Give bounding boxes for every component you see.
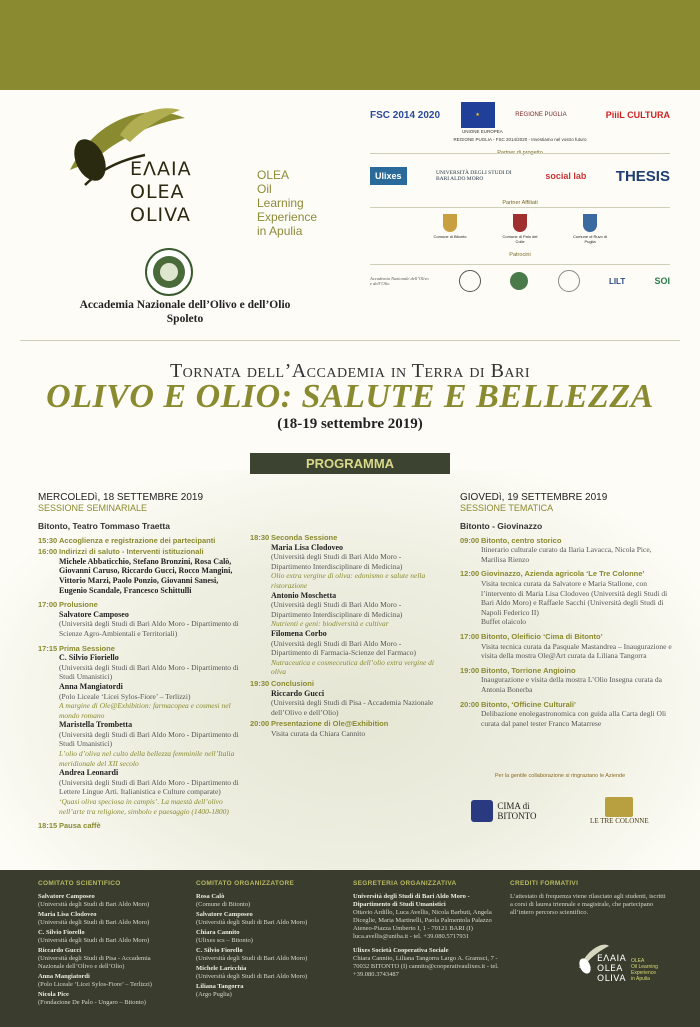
day2-date: GIOVEDì, 19 SETTEMBRE 2019 [460,492,608,503]
day1-session: SESSIONE SEMINARIALE [38,503,148,513]
day1-column [38,492,243,831]
divider [370,153,670,154]
programma-banner: PROGRAMMA [250,453,450,474]
schedule-row: 16:00 Indirizzi di saluto - Interventi istituzionali Michele Abbaticchio, Stefano Bronzini, Rosa Calò, Giovanni Caruso, Riccardo Gucci, Rocco Mangini, Vittorio Marzi, Paolo Ponzio, Giovanni Sanesi, Eugenio Scandale, Francesco Schittulli [38,547,233,595]
collab-title: Per la gentile collaborazione si ringraziano le Aziende [494,773,626,779]
affiliates-logos [370,214,670,244]
schedule-row: 17:00 Prolusione Salvatore Camposeo (Università degli Studi di Bari Aldo Moro - Dipartimento di Scienze Agro-Ambientali e Territoriali) [38,600,239,638]
schedule-row: 15:30 Accoglienza e registrazione dei partecipanti [38,535,216,545]
schedule-row: 17:15 Prima Sessione C. Silvio Fioriello (Università degli Studi di Bari Aldo Moro - Dipartimento di Studi Umanistici) Anna Mangiatordi (Polo Liceale ‘Licei Sylos-Fiore’ – Terlizzi) A margine di Ole@Exhibition: farmacopea e cosmesi nel mondo romano Maristella Trombetta (Università degli Studi di Bari Aldo Moro - Dipartimento di Studi Umanistici) L’olio d’oliva nel culto della bellezza femminile nell’Italia meridionale del XII secolo Andrea Leonardi (Università degli Studi di Bari Aldo Moro - Dipartimento di Lettere Lingue Arti. Italianistica e Culture comparate) ‘Quasi oliva speciosa in campis’. La maestà dell’olivo nell’arte tra religione, simbolo e paesaggio (1400-1800) [38,643,239,816]
partners-panel [370,95,670,296]
green-seal-icon [510,272,528,290]
schedule-row: 17:00 Bitonto, Oleificio ‘Cima di Bitonto’ Visita tecnica curata da Pasquale Mastandrea – Inaugurazione e visita della mostra Ole@Art curata da Liliana Tangorra [460,631,672,661]
social-lab-logo: social lab [545,171,587,181]
affiliates-title: Partner Affiliati [502,200,538,206]
schedule-row: 20:00 Bitonto, ‘Officine Culturali’ Delibazione enolegastronomica con guida alla Carta degli Oli curata dal panel tester Franco Matarrese [460,699,667,728]
day1-place: Bitonto, Teatro Tommaso Traetta [38,521,170,531]
comune-palo-logo: Comune di Palo del Colle [500,214,540,244]
divider [370,264,670,265]
logo-latin: OLEA [130,181,185,203]
organizing-secretariat: SEGRETERIA ORGANIZZATIVA Università degli Studi di Bari Aldo Moro - Dipartimento di Studi Umanistici Ottavio Ardillo, Luca Avellis, Nicola Barbuti, Angela Diceglie, Maria Martinelli, Paola Palmentola Palazzo Ateneo-Piazza Umberto I, 1 - 70121 BARI (I) luca.avellis@uniba.it - tel. +39.080.5717931 Ulixes Società Cooperativa Sociale Chiara Cannito, Liliana Tangorra Largo A. Gramsci, 7 - 70032 BITONTO (I) cannito@cooperativaulixes.it - tel. +39.080.3743487 [353,880,499,978]
logo-subtitle: OLEA Oil Learning Experience in Apulia [257,168,318,238]
logo-wordmark [130,158,192,227]
project-partners-logos [370,156,670,196]
patrons-title: Patrocini [509,252,531,258]
tre-colonne-logo: LE TRE COLONNE [590,797,649,825]
schedule-row: 19:30 Conclusioni Riccardo Gucci (Università degli Studi di Pisa - Accademia Nazionale dell’Olivo e dell’Olio) [250,678,434,717]
day1-date: MERCOLEDì, 18 SETTEMBRE 2019 [38,492,204,503]
schedule-row: 12:00 Giovinazzo, Azienda agricola ‘Le Tre Colonne’ Visita tecnica curata da Salvatore e Maria Stallone, con l’intervento di Maria Lisa Clodoveo (Università degli Studi di Bari Aldo Moro) e Raffaele Sacchi (Università degli Studi di Napoli Federico II) Buffet olaicolo [460,569,668,627]
thesis-logo: THESIS [615,167,670,185]
regione-puglia-logo: REGIONE PUGLIA [515,112,567,118]
divider [370,207,670,208]
uniba-logo: UNIVERSITÀ DEGLI STUDI DI BARI ALDO MORO [435,170,512,182]
logo-greek: ΕΛΑΙΑ [130,158,192,180]
divider [20,340,680,341]
organizing-committee: COMITATO ORGANIZZATORE Rosa Calò (Comune di Bitonto) Salvatore Camposeo (Università degli Studi di Bari Aldo Moro) Chiara Cannito (Ulixes scs – Bitonto) C. Silvio Fiorello (Università degli Studi di Bari Aldo Moro) Michele Laricchia (Università degli Studi di Bari Aldo Moro) Liliana Tangorra (Argo Puglia) [196,880,308,998]
ulixes-logo: Ulixes [370,167,407,185]
academia-name: Accademia Nazionale dell’Olivo e dell’Olio Spoleto [79,299,291,325]
top-banner [0,0,700,90]
cima-bitonto-logo: CIMA di BITONTO [471,800,547,822]
eu-caption: UNIONE EUROPEA [462,129,503,134]
day2-place: Bitonto - Giovinazzo [460,521,543,531]
region-caption: REGIONE PUGLIA - FSC 2014/2020 - Investiamo nel vostro futuro [453,137,587,142]
round-seal-icon [558,270,580,292]
day1b-column [250,531,440,738]
scientific-committee: COMITATO SCIENTIFICO Salvatore Camposeo (Università degli Studi di Bari Aldo Moro) Maria Lisa Clodoveo (Università degli Studi di Bari Aldo Moro) C. Silvio Fiorello (Università degli Studi di Bari Aldo Moro) Riccardo Gucci (Università degli Studi di Pisa - Accademia Nazionale dell’Olivo e dell’Olio) Anna Mangiatordi (Polo Liceale ‘Licei Sylos-Fiore’ – Terlizzi) Nicola Pice (Fondazione De Palo - Ungaro – Bitonto) [38,880,152,1006]
collaboration-section [450,773,670,825]
comune-bitonto-logo: Comune di Bitonto [430,214,470,244]
eu-flag-icon: ★ [461,102,495,128]
training-credits: CREDITI FORMATIVI L’attestato di frequenza viene rilasciato agli studenti, iscritti a corsi di laurea triennale e magistrale, che partecipano all’intero percorso scientifico. [510,880,666,916]
seal-patron-icon [459,270,481,292]
day2-column [460,492,675,728]
schedule-row: 18:30 Seconda Sessione Maria Lisa Clodoveo (Università degli Studi di Bari Aldo Moro - Dipartimento Interdisciplinare di Medicina) Olio extra vergine di oliva: edonismo e salute nella ristorazione Antonio Moschetta (Università degli Studi di Bari Aldo Moro - Dipartimento Interdisciplinare di Medicina) Nutrienti e geni: biodiversità e cultivar Filomena Corbo (Università degli Studi di Bari Aldo Moro - Dipartimento di Farmacia-Scienze del Farmaco) Nutraceutica e cosmeceutica dell’olio extra vergine di oliva [250,533,435,677]
fsc-logo: FSC 2014 2020 [370,109,441,121]
event-dates: (18-19 settembre 2019) [277,416,423,432]
academia-seal-icon [145,248,193,296]
soi-logo: SOI [654,276,670,286]
event-subtitle: OLIVO E OLIO: SALUTE E BELLEZZA [46,378,654,415]
event-title: Tornata dell’Accademia in Terra di Bari [169,360,531,382]
schedule-row: 09:00 Bitonto, centro storico Itinerario culturale curato da Ilaria Lavacca, Nicola Pice, Marilisa Rienzo [460,535,652,564]
schedule-row: 18:15 Pausa caffè [38,821,101,831]
comune-ruvo-logo: Comune di Ruvo di Puglia [570,214,610,244]
lilt-logo: LILT [608,276,626,286]
schedule-row: 20:00 Presentazione di Ole@Exhibition Visita curata da Chiara Cannito [250,719,389,738]
day2-session: SESSIONE TEMATICA [460,503,554,513]
academia-patron-logo: Accademia Nazionale dell’Olivo e dell’Olio [370,276,429,286]
footer-olea-logo: ΕΛΑΙΑ OLEA OLIVA OLEA Oil Learning Experience in Apulia [575,940,685,1000]
logo-oliva: OLIVA [130,204,191,226]
patrons-logos [370,266,670,296]
olea-logo [60,100,318,238]
piiil-cultura-logo: PiiiL CULTURA [605,110,670,120]
schedule-row: 19:00 Bitonto, Torrione Angioino Inaugurazione e visita della mostra L’Olio Insegna curata da Antonia Bonerba [460,665,662,694]
